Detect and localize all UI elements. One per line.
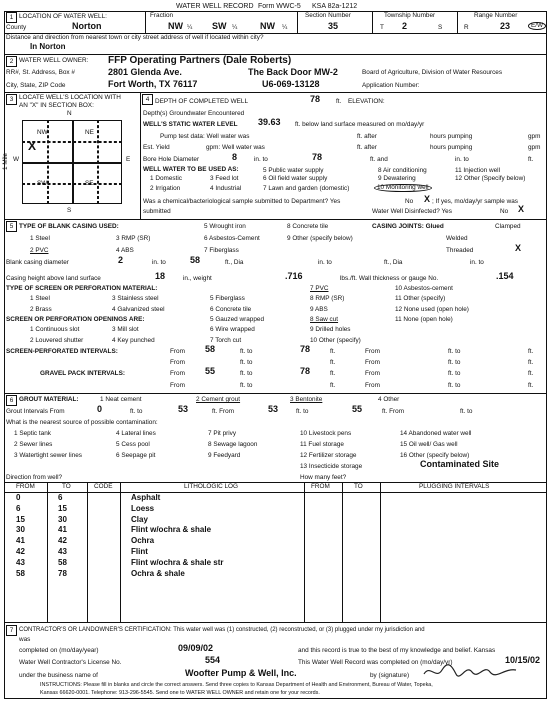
form-number: Form WWC-5 [258, 3, 301, 10]
bore-value: 8 [232, 152, 238, 162]
log-cell-from: 0 [16, 493, 21, 502]
log-row [4, 493, 532, 503]
city-value: Fort Worth, TX 76117 [108, 79, 198, 89]
section-1-number: 1 [6, 12, 17, 23]
signature-image [420, 660, 520, 682]
signature-label: by (signature) [370, 672, 410, 679]
certification-text: CONTRACTOR'S OR LANDOWNER'S CERTIFICATION: This water well was (1) constructed, (2) reconstructed, or (3) plugged under my jurisdiction and [19, 627, 425, 633]
township-value: 2 [402, 21, 408, 31]
grout-from-2: 53 [268, 404, 279, 414]
section-6-number: 6 [6, 395, 17, 406]
section-number-label: Section Number [305, 12, 351, 19]
casing-label: TYPE OF BLANK CASING USED: [19, 223, 119, 230]
direction-label: Direction from well? [6, 474, 63, 481]
log-cell-from: 15 [16, 514, 25, 524]
log-row [4, 569, 532, 579]
grout-to-2: 55 [352, 404, 363, 414]
log-row [4, 515, 532, 525]
log-header-code: CODE [94, 483, 113, 490]
range-label: Range Number [474, 12, 518, 19]
grout-from-1: 0 [97, 404, 103, 414]
log-cell-from: 41 [16, 536, 25, 546]
log-cell-desc: Ochra [131, 536, 155, 546]
log-header-to: TO [62, 483, 71, 490]
log-row [4, 525, 532, 535]
instructions-1: INSTRUCTIONS: Please fill in blanks and circle the correct answers. Send three copies to Kansas Department of Health and Environment, Bureau of Water, Topeka, [40, 682, 433, 688]
grout-to-1: 53 [178, 404, 189, 414]
log-cell-to: 42 [58, 536, 67, 546]
range-value: 23 [500, 21, 511, 31]
perf-to-value: 78 [300, 344, 311, 354]
section-3-number: 3 [6, 94, 17, 105]
fraction-value-1: NW [168, 21, 183, 31]
record-date: 10/15/02 [505, 655, 541, 665]
grout-intervals-label: Grout Intervals From [6, 408, 65, 415]
grout-label: GROUT MATERIAL: [19, 396, 79, 403]
blank-diameter-label: Blank casing diameter [6, 259, 69, 266]
log-cell-from: 30 [16, 525, 25, 535]
log-cell-from: 6 [16, 503, 21, 513]
location-label: LOCATION OF WATER WELL: [19, 13, 107, 20]
screen-label: TYPE OF SCREEN OR PERFORATION MATERIAL: [6, 285, 158, 292]
county-value: Norton [72, 21, 102, 31]
fraction-value-2: SW [212, 21, 227, 31]
log-cell-desc: Flint w/ochra & shale [131, 525, 212, 535]
log-header-plugging: PLUGGING INTERVALS [419, 483, 490, 490]
business-name-value: Woofter Pump & Well, Inc. [185, 668, 297, 678]
app-code-value: U6-069-13128 [262, 79, 320, 89]
log-cell-to: 6 [58, 493, 63, 502]
log-cell-to: 30 [58, 514, 67, 524]
log-cell-to: 15 [58, 503, 67, 513]
business-name-label: under the business name of [19, 672, 98, 679]
blank-to-value: 58 [190, 255, 201, 265]
one-mile-label: 1 Mile [2, 152, 9, 170]
height-value: 18 [155, 271, 166, 281]
log-cell-from: 43 [16, 557, 25, 567]
locate-label: LOCATE WELL'S LOCATION WITH [19, 94, 121, 101]
section-2-number: 2 [6, 56, 17, 67]
gauge-value: .154 [496, 271, 514, 281]
use-label: WELL WATER TO BE USED AS: [143, 166, 239, 173]
log-row [4, 504, 532, 514]
depth-value: 78 [310, 94, 321, 104]
ksa-reference: KSA 82a-1212 [312, 3, 358, 10]
app-number-label: Application Number: [362, 82, 420, 89]
grout-cement: 2 Cement grout [196, 396, 241, 403]
log-cell-desc: Ochra & shale [131, 568, 185, 578]
log-cell-to: 43 [58, 547, 67, 556]
county-label: County [6, 24, 27, 31]
owner-label: WATER WELL OWNER: [19, 57, 89, 64]
log-row [4, 547, 532, 557]
board-text: Board of Agriculture, Division of Water Resources [362, 69, 503, 76]
log-cell-to: 58 [58, 557, 67, 567]
use-monitoring-well: 10 Monitoring well [374, 184, 432, 192]
static-label: WELL'S STATIC WATER LEVEL [143, 121, 238, 128]
weight-value: .716 [285, 271, 303, 281]
fraction-label: Fraction [150, 12, 174, 19]
log-cell-desc: Loess [131, 503, 155, 513]
fraction-value-3: NW [260, 21, 275, 31]
log-header-from: FROM [16, 483, 35, 490]
distance-value: In Norton [30, 42, 66, 51]
how-many-feet-label: How many feet? [300, 474, 347, 481]
locate-label-2: AN "X" IN SECTION BOX: [19, 102, 94, 109]
owner-value: FFP Operating Partners (Dale Roberts) [108, 55, 292, 66]
section-7-number: 7 [6, 625, 17, 636]
height-label: Casing height above land surface [6, 275, 101, 282]
log-cell-desc: Flint w/ochra & shale str [131, 557, 224, 567]
address-label: RR#, St. Address, Box # [6, 69, 75, 76]
static-value: 39.63 [258, 117, 281, 127]
gravel-to-value: 78 [300, 366, 311, 376]
log-cell-from: 58 [16, 568, 25, 578]
license-value: 554 [205, 655, 221, 665]
section-value: 35 [328, 21, 339, 31]
log-cell-to: 78 [58, 568, 67, 578]
range-ew: E/W [528, 22, 546, 30]
elevation-label: ELEVATION: [348, 98, 385, 105]
completed-label: completed on (mo/day/year) [19, 647, 99, 654]
business-location-value: The Back Door MW-2 [248, 67, 338, 77]
yield-label: Est. Yield [143, 144, 170, 151]
completed-date: 09/09/02 [178, 643, 214, 653]
openings-label: SCREEN OR PERFORATION OPENINGS ARE: [6, 316, 145, 323]
log-cell-to: 41 [58, 525, 67, 535]
log-header-lithologic: LITHOLOGIC LOG [184, 483, 238, 490]
screen-pvc: 7 PVC [310, 285, 329, 292]
opening-saw-cut: 8 Saw cut [310, 316, 339, 323]
sample-question: Was a chemical/bacteriological sample submitted to Department? Yes [143, 198, 341, 205]
log-cell-desc: Clay [131, 514, 148, 524]
section-4-number: 4 [142, 94, 153, 105]
log-row [4, 536, 532, 546]
gravel-intervals-label: GRAVEL PACK INTERVALS: [40, 370, 125, 377]
log-header-to-2: TO [354, 483, 363, 490]
log-cell-desc: Flint [131, 547, 148, 556]
disinfected-question: Water Well Disinfected? Yes [372, 208, 452, 215]
city-label: City, State, ZIP Code [6, 82, 66, 89]
township-label: Township Number [384, 12, 436, 19]
water-well-record-page: WATER WELL RECORD Form WWC-5 KSA 82a-1212 1 LOCATION OF WATER WELL: Fraction Section Number Township Number Range Number County Norton NW ¼ SW ¼ NW ¼ 35 T 2 S R 23 E/W Distance and direction from nearest town or city street address of well if located within city? In Norton 2 WATER WELL OWNER: FFP Operating Partners (Dale Roberts) RR#, St. Address, Box # 2801 Glenda Ave. The Back Door MW-2 Board of Agriculture, Division of Water Resources City, State, ZIP Code Fort Worth, TX 76117 U6-069-13128 Application Number: 3 LOCATE WELL'S LOCATION WITH AN "X" IN SECTION BOX: N S W E 1 Mile NW NE SW SE X 4 DEPTH OF COMPLETED WELL 78 ft. ELEVATION: Depth(s) Groundwater Encountered WELL'S STATIC WATER LEVEL 39.63 ft. below land surface measured on mo/day/yr Pump test data: Well water was ft. after hours pumping gpm Est. Yield gpm: Well water was ft. after hours pumping gpm Bore Hole Diameter 8 in. to 78 ft. and in. to ft. WELL WATER TO BE USED AS: 1 Domestic 3 Feed lot 5 Public water supply 6 Oil field water supply 8 Air conditioning 9 Dewatering 11 Injection well 12 Other (Specify below) 2 Irrigation 4 Industrial 7 Lawn and garden (domestic) 10 Monitoring well Was a chemical/bacteriological sample submitted to Department? Yes No X ; If yes, mo/day/yr sample was submitted Water Well Disinfected? Yes No X 5 TYPE OF BLANK CASING USED: 1 Steel 3 RMP (SR) 5 Wrought iron 6 Asbestos-Cement 7 Fiberglass 8 Concrete tile 9 Other (specify below) 2 PVC 4 ABS CASING JOINTS: Glued Clamped Welded Threaded X Blank casing diameter 2 in. to 58 ft., Dia in. to ft., Dia in. to Casing height above land surface 18 in., weight .716 lbs./ft. Wall thickness or gauge No. .154 TYPE OF SCREEN OR PERFORATION MATERIAL: 1 Steel 3 Stainless steel 5 Fiberglass 7 PVC 10 Asbestos-cement 2 Brass 4 Galvanized steel 6 Concrete tile 8 RMP (SR) 11 Other (specify) 9 ABS 12 None used (open hole) SCREEN OR PERFORATION OPENINGS ARE: 1 Continuous slot 3 Mill slot 5 Gauzed wrapped 8 Saw cut 11 None (open hole) 2 Louvered shutter 4 Key punched 6 Wire wrapped 9 Drilled holes 7 Torch cut 10 Other (specify) SCREEN-PERFORATED INTERVALS: From 58 ft. to 78 ft. From ft. to ft. From ft. to ft. From ft. to ft. GRAVEL PACK INTERVALS: From 55 ft. to 78 ft. From ft. to ft. From ft. to ft. From ft. to ft. 6 GROUT MATERIAL: 1 Neat cement 2 Cement grout 3 Bentonite 4 Other Grout Intervals From 0 ft. to 53 ft. From 53 ft. to 55 ft. From ft. to What is the nearest source of possible contamination: 1 Septic tank 4 Lateral lines 7 Pit privy 10 Livestock pens 14 Abandoned water well 2 Sewer lines 5 Cess pool 8 Sewage lagoon 11 Fuel storage 15 Oil well/ Gas well 3 Watertight sewer lines 6 Seepage pit 9 Feedyard 12 Fertilizer storage 16 Other (specify below) 13 Insecticide storage Contaminated Site Direction from well? How many feet? FROM TO CODE LITHOLOGIC LOG FROM TO PLUGGING INTERVALS 0 6 Asphalt 6 15 Loess 15 30 Clay 30 41 Flint w/ochra & shale 41 42 Ochra 42 43 Flint 43 58 Flint w/ochra & shale str 58 78 Ochra & shale 7 CONTRACTOR'S OR LANDOWNER'S CERTIFICATION: This water well was (1) constructed, (2) reconstructed, or (3) plugged under my jurisdiction and was completed on (mo/day/year) 09/09/02 and this record is true to the best of my knowledge and belief. Kansas Water Well Contractor's License No. 554 This Water Well Record was completed on (mo/day/yr) 10/15/02 under the business name of Woofter Pump & Well, Inc. by (signature) INSTRUCTIONS: Please fill in blanks and circle the correct answers. Send three copies to Kansas Department of Health and Environment, Bureau of Water, Topeka, Kansas 66620-0001. Telephone: 913-296-5545. Send one to WATER WELL OWNER and retain one for your records. [0, 0, 552, 702]
address-value: 2801 Glenda Ave. [108, 67, 182, 77]
blank-diameter-value: 2 [118, 255, 124, 265]
gravel-from-value: 55 [205, 366, 216, 376]
log-header-from-2: FROM [311, 483, 330, 490]
instructions-2: Kansas 66620-0001. Telephone: 913-296-5545. Send one to WATER WELL OWNER and retain one for your records. [40, 690, 320, 696]
contaminated-site: Contaminated Site [420, 459, 500, 469]
license-label: Water Well Contractor's License No. [19, 659, 122, 666]
casing-pvc: 2 PVC [30, 247, 49, 254]
depth-label: DEPTH OF COMPLETED WELL [155, 98, 249, 105]
grout-bentonite: 3 Bentonite [290, 396, 323, 403]
location-x-mark: X [28, 139, 37, 153]
perf-intervals-label: SCREEN-PERFORATED INTERVALS: [6, 348, 118, 355]
log-cell-desc: Asphalt [131, 493, 161, 502]
log-cell-from: 42 [16, 547, 25, 556]
joints-label: CASING JOINTS: Glued [372, 223, 444, 230]
contamination-label: What is the nearest source of possible contamination: [6, 419, 158, 426]
groundwater-label: Depth(s) Groundwater Encountered [143, 110, 245, 117]
perf-from-value: 58 [205, 344, 216, 354]
distance-label: Distance and direction from nearest town or city street address of well if located within city? [6, 34, 264, 41]
bore-to-value: 78 [312, 152, 323, 162]
pump-test-label: Pump test data: Well water was [160, 133, 250, 140]
section-5-number: 5 [6, 221, 17, 232]
log-row [4, 558, 532, 568]
bore-label: Bore Hole Diameter [143, 156, 200, 163]
form-title: WATER WELL RECORD [176, 3, 254, 10]
